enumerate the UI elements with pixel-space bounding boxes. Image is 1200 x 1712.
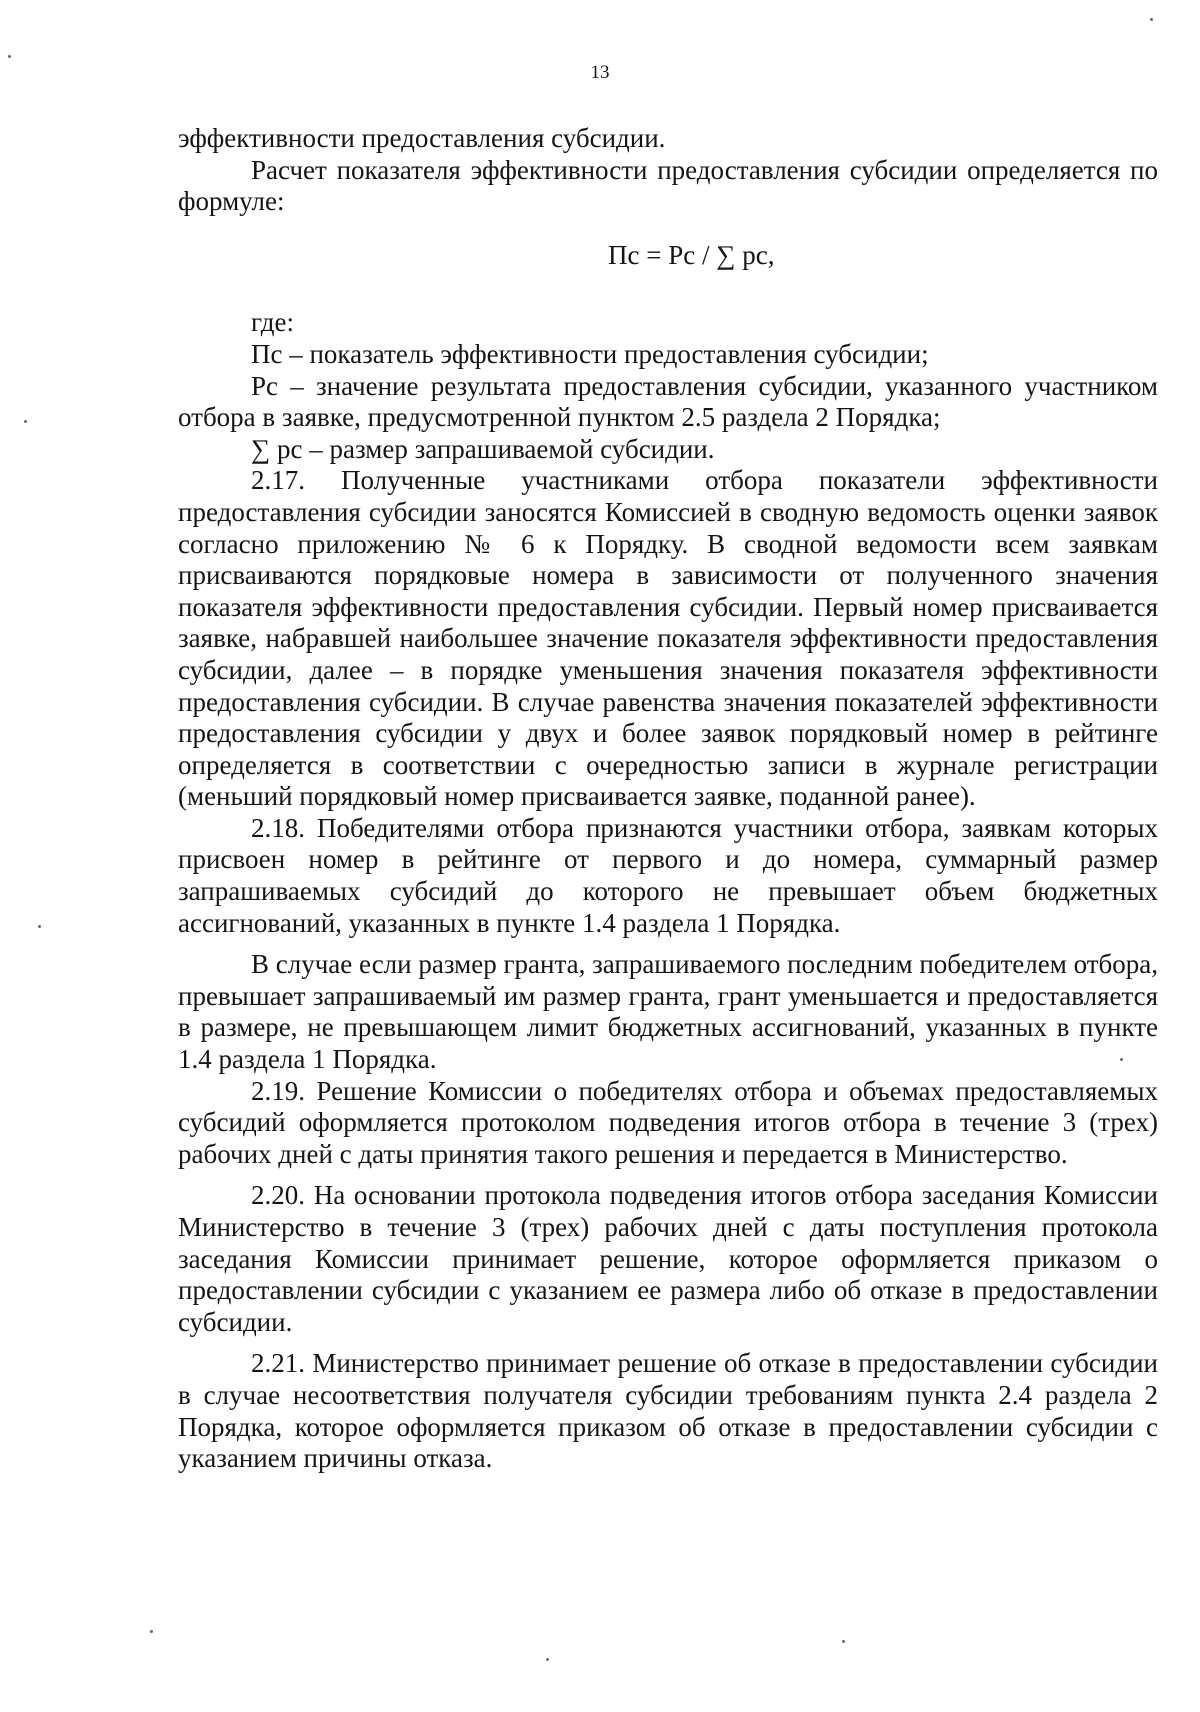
clause-2-20: 2.20. На основании протокола подведения итогов отбора заседания Комиссии Министерство в течение 3 (трех) рабочих дней с даты поступления протокола заседания Комиссии принимает решение, которое оформляется приказом о предоставлении субсидии с указанием ее размера либо об отказе в предоставлении субсидии. bbox=[178, 1180, 1158, 1337]
scan-speck bbox=[38, 925, 41, 928]
formula: Пс = Рс / ∑ рс, bbox=[608, 239, 775, 270]
paragraph-continuation: эффективности предоставления субсидии. bbox=[178, 123, 666, 153]
scan-speck bbox=[1120, 1058, 1123, 1061]
scan-speck bbox=[150, 1630, 153, 1633]
paragraph-grant-reduction: В случае если размер гранта, запрашиваемого последним победителем отбора, превышает запрашиваемый им размер гранта, грант уменьшается и предоставляется в размере, не превышающем лимит бюджетных ассигнований, указанных в пункте 1.4 раздела 1 Порядка. bbox=[178, 949, 1158, 1075]
scan-speck bbox=[546, 1658, 549, 1661]
paragraph-where: где: bbox=[251, 307, 294, 338]
scan-speck bbox=[24, 420, 27, 423]
paragraph-formula-intro: Расчет показателя эффективности предоставления субсидии определяется по формуле: bbox=[178, 154, 1158, 217]
document-body bbox=[178, 123, 1158, 1475]
clause-2-19: 2.19. Решение Комиссии о победителях отбора и объемах предоставляемых субсидий оформляется протоколом подведения итогов отбора в течение 3 (трех) рабочих дней с даты принятия такого решения и передается в Министерство. bbox=[178, 1075, 1158, 1169]
clause-2-18: 2.18. Победителями отбора признаются участники отбора, заявкам которых присвоен номер в рейтинге от первого и до номера, суммарный размер запрашиваемых субсидий до которого не превышает объем бюджетных ассигнований, указанных в пункте 1.4 раздела 1 Порядка. bbox=[178, 812, 1158, 938]
clause-2-17: 2.17. Полученные участниками отбора показатели эффективности предоставления субсидии заносятся Комиссией в сводную ведомость оценки заявок согласно приложению № 6 к Порядку. В сводной ведомости всем заявкам присваиваются порядковые номера в зависимости от полученного значения показателя эффективности предоставления субсидии. Первый номер присваивается заявке, набравшей наибольшее значение показателя эффективности предоставления субсидии, далее – в порядке уменьшения значения показателя эффективности предоставления субсидии. В случае равенства значения показателей эффективности предоставления субсидии у двух и более заявок порядковый номер в рейтинге определяется в соответствии с очередностью записи в журнале регистрации (меньший порядковый номер присваивается заявке, поданной ранее). bbox=[178, 465, 1158, 812]
definition-sum-rc: ∑ рс – размер запрашиваемой субсидии. bbox=[251, 433, 715, 464]
definition-rc: Рс – значение результата предоставления субсидии, указанного участником отбора в заявке, предусмотренной пунктом 2.5 раздела 2 Порядка; bbox=[178, 370, 1158, 433]
page-number: 13 bbox=[590, 62, 610, 83]
scan-speck bbox=[842, 1640, 845, 1643]
scan-speck bbox=[1150, 18, 1153, 21]
definition-pc: Пс – показатель эффективности предоставления субсидии; bbox=[251, 338, 929, 369]
clause-2-21: 2.21. Министерство принимает решение об отказе в предоставлении субсидии в случае несоответствия получателя субсидии требованиям пункта 2.4 раздела 2 Порядка, которое оформляется приказом об отказе в предоставлении субсидии с указанием причины отказа. bbox=[178, 1348, 1158, 1474]
scan-speck bbox=[8, 55, 11, 58]
